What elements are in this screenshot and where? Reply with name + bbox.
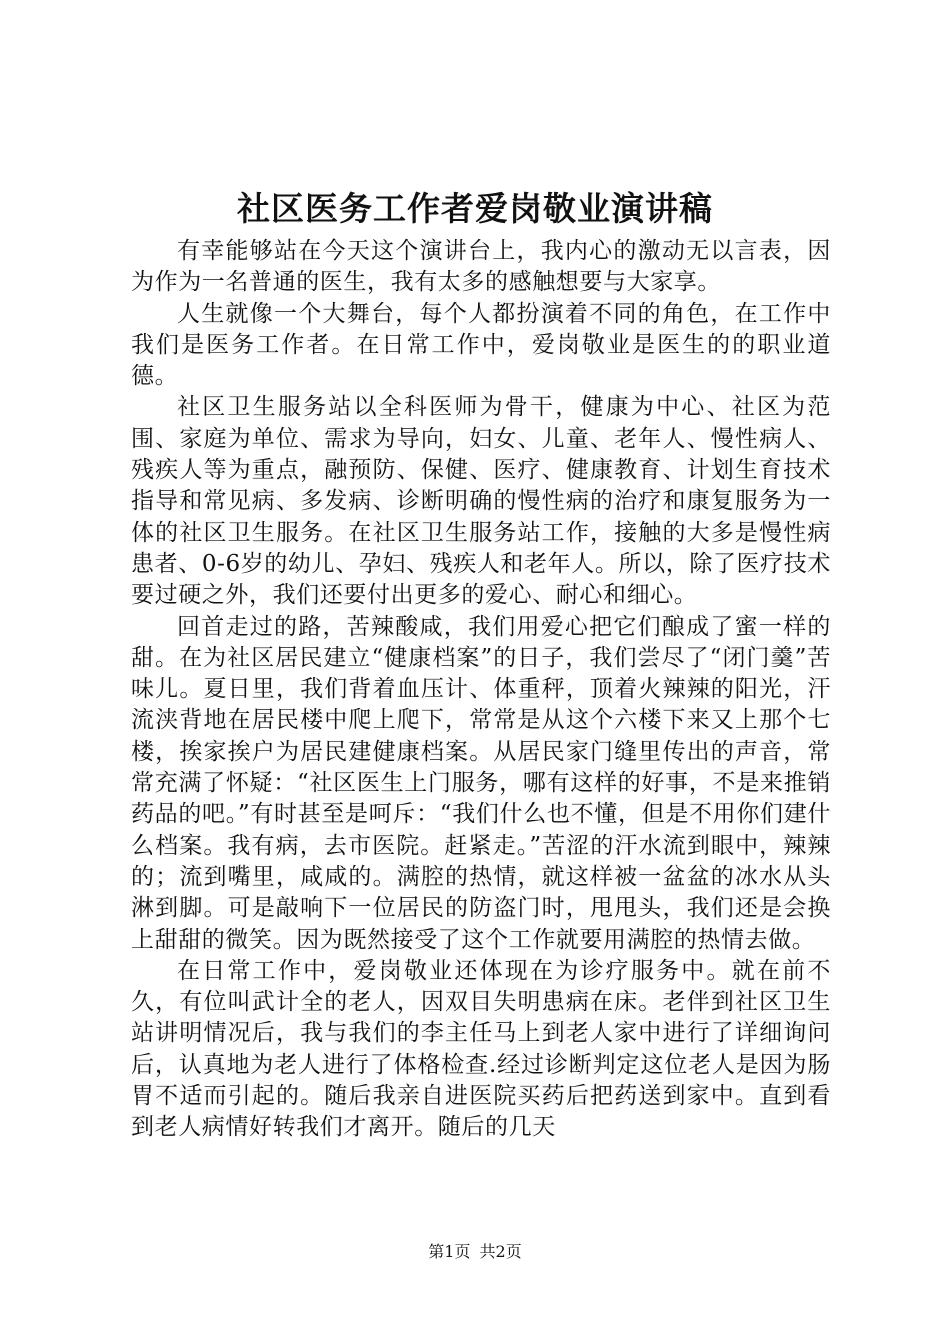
paragraph: 人生就像一个大舞台，每个人都扮演着不同的角色，在工作中我们是医务工作者。在日常工作中，爱岗敬业是医生的的职业道德。 [131,300,831,390]
paragraph: 有幸能够站在今天这个演讲台上，我内心的激动无以言表，因为作为一名普通的医生，我有太多的感触想要与大家享。 [131,238,831,296]
paragraph: 社区卫生服务站以全科医师为骨干，健康为中心、社区为范围、家庭为单位、需求为导向，妇女、儿童、老年人、慢性病人、残疾人等为重点，融预防、保健、医疗、健康教育、计划生育技术指导和常见病、多发病、诊断明确的慢性病的治疗和康复服务为一体的社区卫生服务。在社区卫生服务站工作，接触的大多是慢性病患者、0-6岁的幼儿、孕妇、残疾人和老年人。所以，除了医疗技术要过硬之外，我们还要付出更多的爱心、耐心和细心。 [131,394,831,609]
page-footer [0,1240,950,1264]
page-number: 第1页 [428,1242,471,1261]
page-total: 共2页 [479,1242,522,1261]
paragraph: 回首走过的路，苦辣酸咸，我们用爱心把它们酿成了蜜一样的甜。在为社区居民建立“健康档案”的日子，我们尝尽了“闭门羹”苦味儿。夏日里，我们背着血压计、体重秤，顶着火辣辣的阳光，汗流浃背地在居民楼中爬上爬下，常常是从这个六楼下来又上那个七楼，挨家挨户为居民建健康档案。从居民家门缝里传出的声音，常常充满了怀疑：“社区医生上门服务，哪有这样的好事，不是来推销药品的吧。”有时甚至是呵斥：“我们什么也不懂，但是不用你们建什么档案。我有病，去市医院。赶紧走。”苦涩的汗水流到眼中，辣辣的；流到嘴里，咸咸的。满腔的热情，就这样被一盆盆的冰水从头淋到脚。可是敲响下一位居民的防盗门时，甩甩头，我们还是会换上甜甜的微笑。因为既然接受了这个工作就要用满腔的热情去做。 [131,613,831,953]
paragraph: 在日常工作中，爱岗敬业还体现在为诊疗服务中。就在前不久，有位叫武计全的老人，因双目失明患病在床。老伴到社区卫生站讲明情况后，我与我们的李主任马上到老人家中进行了详细询问后，认真地为老人进行了体格检查.经过诊断判定这位老人是因为肠胃不适而引起的。随后我亲自进医院买药后把药送到家中。直到看到老人病情好转我们才离开。随后的几天 [131,957,831,1141]
document-title: 社区医务工作者爱岗敬业演讲稿 [237,189,713,228]
document-body [131,236,831,1144]
